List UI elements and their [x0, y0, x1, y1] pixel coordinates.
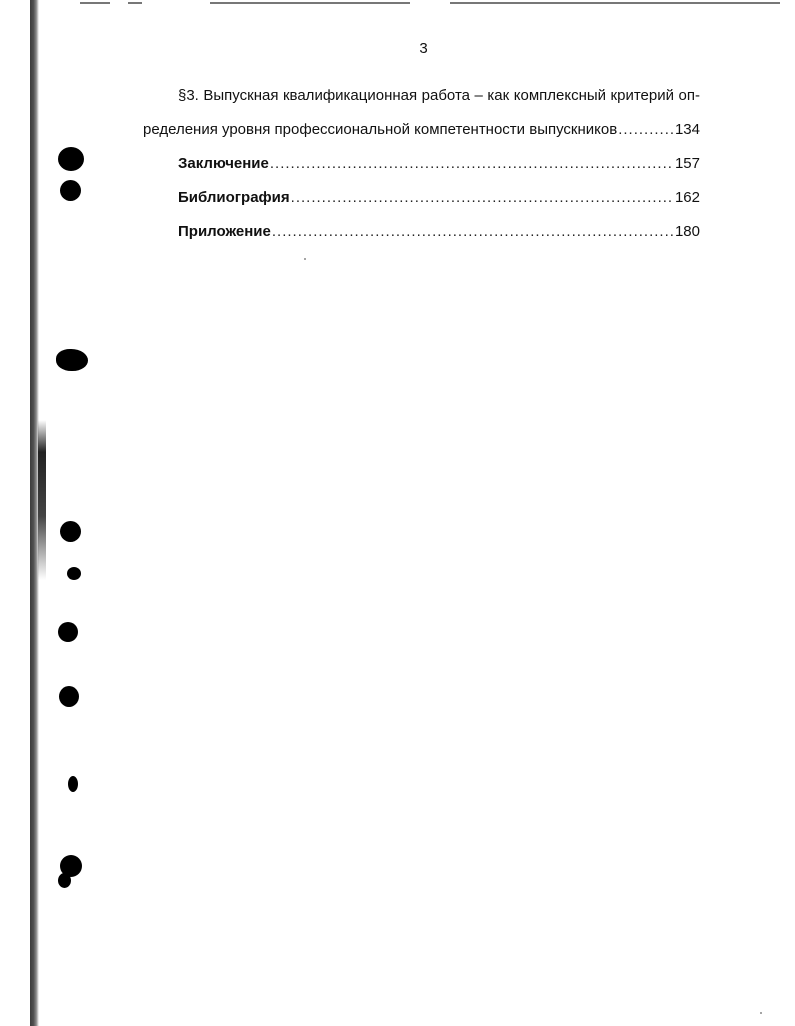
binding-shadow	[38, 420, 46, 580]
toc-entry-label: Заключение	[178, 155, 269, 172]
toc-page-number: 180	[674, 223, 700, 240]
dot-leader	[272, 219, 674, 245]
punch-hole	[58, 147, 84, 171]
scan-rule	[80, 2, 110, 4]
toc-page-number: 162	[674, 189, 700, 206]
punch-hole	[67, 567, 81, 580]
table-of-contents	[143, 83, 700, 245]
punch-hole	[56, 349, 88, 371]
toc-entry-label: Библиография	[178, 189, 290, 206]
scan-rule	[450, 2, 780, 4]
dot-leader	[270, 151, 674, 177]
scan-rule	[210, 2, 410, 4]
punch-hole	[58, 622, 78, 642]
toc-page-number: 134	[674, 121, 700, 138]
toc-entry-bibliography	[143, 185, 700, 211]
toc-section-title-line2	[143, 117, 700, 143]
scan-rule	[128, 2, 142, 4]
punch-hole	[58, 873, 71, 888]
page-number: 3	[419, 40, 428, 57]
punch-hole	[59, 686, 79, 707]
punch-hole	[60, 521, 81, 542]
toc-section-title-text: ределения уровня профессиональной компетентности выпускников	[143, 121, 618, 138]
toc-section-title-line1: §3. Выпускная квалификационная работа – как комплексный критерий оп-	[178, 87, 700, 104]
toc-page-number: 157	[674, 155, 700, 172]
punch-hole	[68, 776, 78, 792]
scan-speck	[304, 258, 306, 260]
dot-leader	[618, 117, 674, 143]
dot-leader	[291, 185, 674, 211]
toc-entry-appendix	[143, 219, 700, 245]
punch-hole	[60, 180, 81, 201]
toc-entry-conclusion	[143, 151, 700, 177]
scan-speck	[760, 1012, 762, 1014]
toc-entry-label: Приложение	[178, 223, 271, 240]
